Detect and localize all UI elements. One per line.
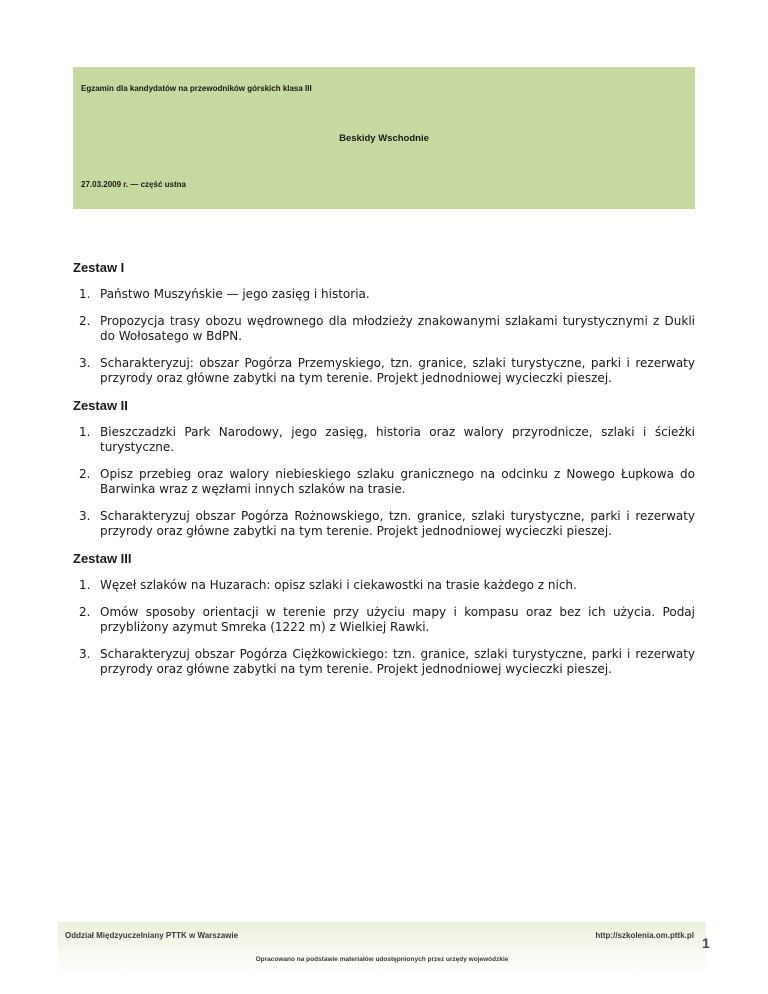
region-title: Beskidy Wschodnie [339,133,429,144]
footer-url: http://szkolenia.om.pttk.pl [595,931,694,940]
question-number: 2. [79,314,91,328]
set-title: Zestaw II [73,398,128,413]
question-text: Scharakteryzuj: obszar Pogórza Przemyskiego, tzn. granice, szlaki turystyczne, parki i rezerwaty przyrody oraz główne zabytki na tym terenie. Projekt jednodniowej wycieczki pieszej. [100,356,695,385]
question-item [73,314,695,344]
question-number: 1. [79,425,91,439]
question-set-3 [73,551,695,677]
question-text: Omów sposoby orientacji w terenie przy użyciu mapy i kompasu oraz bez ich użycia. Podaj przybliżony azymut Smreka (1222 m) z Wielkiej Rawki. [100,605,695,634]
exam-date: 27.03.2009 r. — część ustna [81,180,186,189]
question-item [73,647,695,677]
question-number: 3. [79,509,91,523]
question-set-2 [73,398,695,539]
question-item [73,578,695,593]
question-number: 2. [79,605,91,619]
exam-title: Egzamin dla kandydatów na przewodników górskich klasa III [81,84,312,93]
question-number: 2. [79,467,91,481]
question-number: 3. [79,647,91,661]
question-list [73,425,695,539]
question-text: Bieszczadzki Park Narodowy, jego zasięg, historia oraz walory przyrodnicze, szlaki i ścieżki turystyczne. [100,425,695,454]
question-text: Scharakteryzuj obszar Pogórza Rożnowskiego, tzn. granice, szlaki turystyczne, parki i rezerwaty przyrody oraz główne zabytki na tym terenie. Projekt jednodniowej wycieczki pieszej. [100,509,695,538]
question-text: Opisz przebieg oraz walory niebieskiego szlaku granicznego na odcinku z Nowego Łupkowa do Barwinka wraz z węzłami innych szlaków na trasie. [100,467,695,496]
question-item [73,605,695,635]
set-title: Zestaw I [73,260,125,275]
page-footer [58,922,706,974]
footer-note: Opracowano na podstawie materiałów udostępnionych przez urzędy wojewódzkie [255,956,509,963]
question-item [73,356,695,386]
question-number: 1. [79,578,91,592]
page-number: 1 [702,935,710,951]
question-item [73,467,695,497]
question-item [73,509,695,539]
footer-organization: Oddział Międzyuczelniany PTTK w Warszawie [65,931,239,940]
exam-header-box [73,67,695,209]
question-number: 1. [79,287,91,301]
question-text: Scharakteryzuj obszar Pogórza Ciężkowickiego: tzn. granice, szlaki turystyczne, parki i rezerwaty przyrody oraz główne zabytki na tym terenie. Projekt jednodniowej wycieczki pieszej. [100,647,695,676]
question-item [73,287,695,302]
question-number: 3. [79,356,91,370]
question-list [73,287,695,386]
question-item [73,425,695,455]
question-list [73,578,695,677]
question-text: Propozycja trasy obozu wędrownego dla młodzieży znakowanymi szlakami turystycznymi z Dukli do Wołosatego w BdPN. [100,314,695,343]
question-text: Państwo Muszyńskie — jego zasięg i historia. [100,287,370,301]
set-title: Zestaw III [73,551,132,566]
exam-content [73,260,695,689]
question-text: Węzeł szlaków na Huzarach: opisz szlaki i ciekawostki na trasie każdego z nich. [100,578,577,592]
question-set-1 [73,260,695,386]
